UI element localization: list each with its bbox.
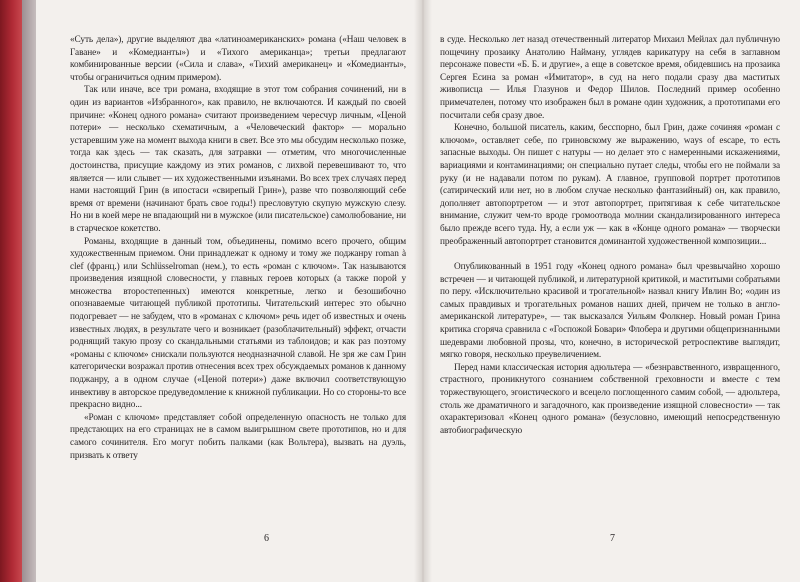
page-number-right: 7 xyxy=(610,533,615,544)
left-paragraph-4: «Роман с ключом» представляет собой определенную опасность не только для предстающих на его страницах не в самом выигрышном свете прототипов, но и для самого сочинителя. Его могут побить палками (как Вольтера), вызвать на дуэль, призвать к ответу xyxy=(70,412,406,461)
left-paragraph-2: Так или иначе, все три романа, входящие в этот том собрания сочинений, ни в один из вариантов «Избранного», как правило, не включаются. И каждый по своей причине: «Конец одного романа» считают произведением чересчур личным, «Ценой потери» — несколько схематичным, а «Человеческий фактор» — морально устаревшим уже на момент выхода книги в свет. Все это мы обсудим несколько позже, тогда как здесь — так сказать, для затравки — отметим, что многочисленные достоинства, присущие каждому из этих романов, с лихвой перевешивают то, что является — или слывет — их художественными изъянами. Во всех трех случаях перед нами настоящий Грин (в ипостаси «свирепый Грин»), разве что позволяющий себе время от времени (начинают брать свое годы!) пресловутую скупую мужскую слезу. Но ни в коей мере не впадающий ни в мужское (или писательское) самолюбование, ни в старческое кокетство. xyxy=(70,85,406,234)
left-page xyxy=(70,34,406,462)
right-paragraph-2: Конечно, большой писатель, каким, бесспорно, был Грин, даже сочиняя «роман с ключом», оставляет себе, по гриновскому же выражению, ways of escape, то есть запасные выходы. Он пишет с натуры — но делает это с намеренными искажениями, вариациями и контаминациями; он специально путает следы, чтобы его не поймали за руку (и не надавали потом по рукам). А главное, групповой портрет прототипов (сатирический или нет, но в любом случае несколько фантазийный) он, как правило, дополняет автопортретом — и этот автопортрет, притягивая к себе читательское внимание, служит чем-то вроде громоотвода молнии скандализированного интереса было прежде всего туда. Ну, а если уж — как в «Конце одного романа» — творчески преображенный автопортрет становится доминантой художественной композиции... xyxy=(440,123,780,247)
right-paragraph-1: в суде. Несколько лет назад отечественный литератор Михаил Мейлах дал публичную пощечину прозаику Анатолию Найману, углядев карикатуру на себя в заглавном персонаже повести «Б. Б. и другие», а еще в советское время, обидевшись на прозаика Сергея Есина за роман «Имитатор», в суд на него подали сразу два маститых живописца — Илья Глазунов и Федор Шилов. Последний пример особенно примечателен, потому что изображен был в романе один художник, а прототипами его посчитали себя сразу двое. xyxy=(440,35,780,121)
right-page xyxy=(440,34,780,437)
right-paragraph-4: Перед нами классическая история адюльтера — «безнравственного, извращенного, страстного, проникнутого сознанием собственной греховности и вместе с тем торжествующего, эгоистического и всецело поглощенного самим собой, — адюльтера, столь же драматичного и загадочного, как произведение изящной словесности» — так охарактеризовал «Конец одного романа» (безусловно, имеющий непосредственную автобиографическую xyxy=(440,362,780,436)
page-number-left: 6 xyxy=(264,533,269,544)
left-paragraph-3: Романы, входящие в данный том, объединены, помимо всего прочего, общим художественным приемом. Они принадлежат к одному и тому же поджанру roman à clef (франц.) или Schlüsselroman (нем.), то есть «роман с ключом». Так называются произведения изящной словесности, у главных героев которых (а также порой у множества второстепенных) имеются конкретные, легко и безошибочно опознаваемые читающей публикой прототипы. Читательский интерес это обычно подогревает — не забудем, что в «романах с ключом» речь идет об известных и очень известных людях, в результате чего и возникает (разоблачительный) эффект, отчасти роднящий такую прозу со скандальными статьями из таблоидов; и как раз поэтому «романы с ключом» снискали пользуются неодназначной славой. Не зря же сам Грин категорически возражал против отнесения всех трех обсуждаемых романов к данному поджанру, а в одном случае («Ценой потери») даже включил соответствующую инвективу в авторское предуведомление к книжной публикации. Но со стороны-то все прекрасно видно... xyxy=(70,236,406,411)
section-break xyxy=(440,248,780,261)
book-cover-edge xyxy=(0,0,22,582)
book-gutter xyxy=(414,0,432,582)
right-paragraph-3: Опубликованный в 1951 году «Конец одного романа» был чрезвычайно хорошо встречен — и читающей публикой, и литературной критикой, и маститыми собратьями по перу. «Исключительно красивой и трогательной» назвал книгу Ивлин Во; «один из самых правдивых и трогательных романов наших дней, причем не только в англо-американской литературе», — так высказался Уильям Фолкнер. Новый роман Грина критика сгоряча сравнила с «Госпожой Бовари» Флобера и другими общепризнанными шедеврами любовной прозы, что, конечно, в исторической ретроспективе выглядит, мягко говоря, несколько преувеличением. xyxy=(440,262,780,361)
left-paragraph-1: «Суть дела»), другие выделяют два «латиноамериканских» романа («Наш человек в Гаване» и «Комедианты») и «Тихого американца»; третьи предлагают комбинированные версии («Сила и слава», «Тихий американец» и «Комедианты», чтобы ограничиться одним примером). xyxy=(70,35,406,83)
